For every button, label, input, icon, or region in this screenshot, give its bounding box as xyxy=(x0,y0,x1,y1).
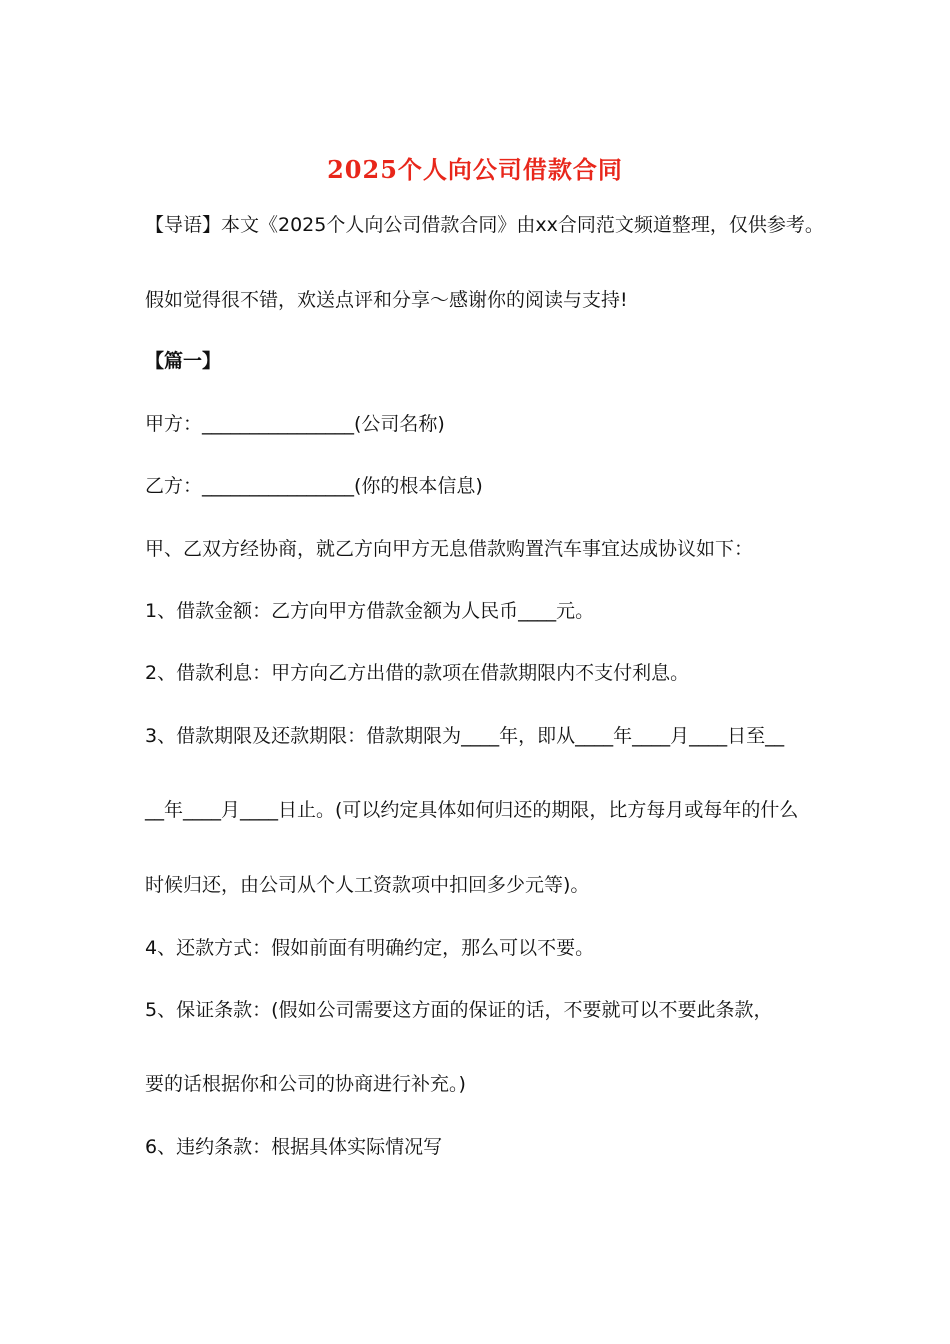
clause-1: 1、借款金额：乙方向甲方借款金额为人民币____元。 xyxy=(145,600,595,622)
clause-3-line-2: __年____月____日止。(可以约定具体如何归还的期限，比方每月或每年的什么 xyxy=(145,799,799,821)
intro-thanks-line: 假如觉得很不错，欢送点评和分享～感谢你的阅读与支持! xyxy=(145,289,628,311)
clause-5-line-2: 要的话根据你和公司的协商进行补充。) xyxy=(145,1073,466,1095)
clause-5-line-1: 5、保证条款：(假如公司需要这方面的保证的话，不要就可以不要此条款， xyxy=(145,999,773,1021)
clause-3-line-1: 3、借款期限及还款期限：借款期限为____年，即从____年____月____日至__ xyxy=(145,725,785,747)
party-a-line: 甲方：________________(公司名称) xyxy=(145,413,445,435)
clause-3-line-3: 时候归还，由公司从个人工资款项中扣回多少元等)。 xyxy=(145,874,590,896)
intro-line: 【导语】本文《2025个人向公司借款合同》由xx合同范文频道整理，仅供参考。 xyxy=(145,214,824,236)
section-heading: 【篇一】 xyxy=(145,350,222,372)
party-b-line: 乙方：________________(你的根本信息) xyxy=(145,475,483,497)
clause-2: 2、借款利息：甲方向乙方出借的款项在借款期限内不支付利息。 xyxy=(145,662,690,684)
document-title: 2025个人向公司借款合同 xyxy=(327,155,623,184)
clause-4: 4、还款方式：假如前面有明确约定，那么可以不要。 xyxy=(145,937,595,959)
clause-6: 6、违约条款：根据具体实际情况写 xyxy=(145,1136,443,1158)
agreement-preamble: 甲、乙双方经协商，就乙方向甲方无息借款购置汽车事宜达成协议如下： xyxy=(145,538,754,560)
